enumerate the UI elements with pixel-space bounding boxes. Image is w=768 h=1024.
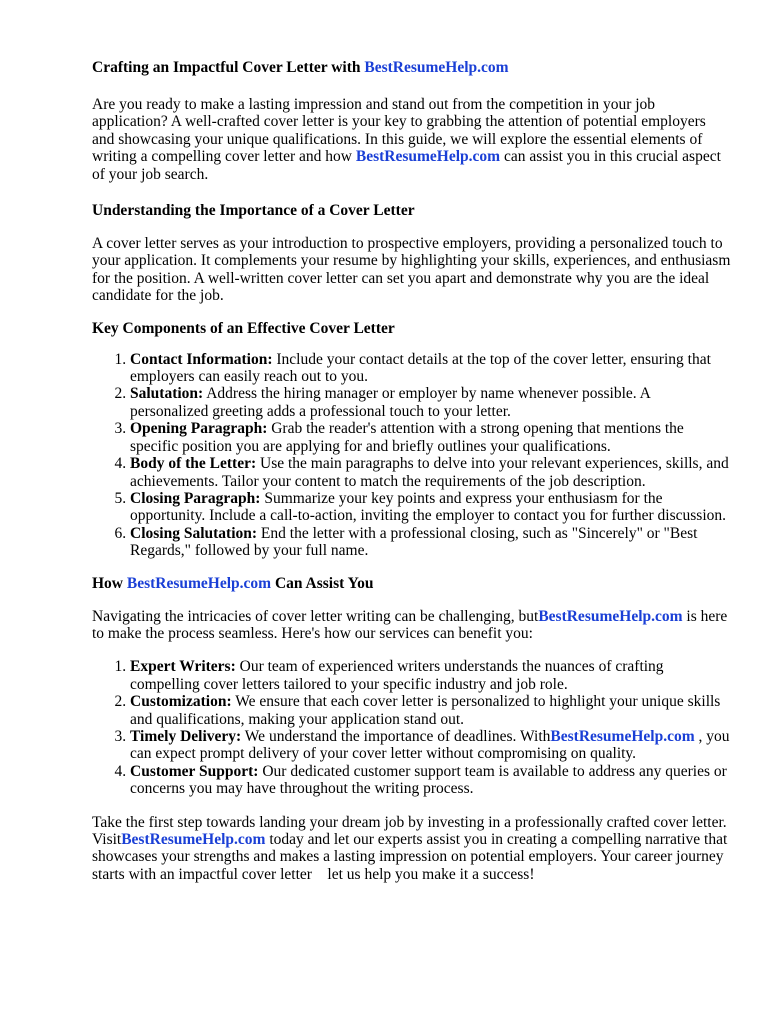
section-importance-body: A cover letter serves as your introduction to prospective employers, providing a personalized touch to your application. It complements your resume by highlighting your skills, experiences, and enthusiasm for the position. A well-written cover letter can set you apart and demonstrate why you are the ideal candidate for the job. bbox=[92, 235, 731, 305]
list-item bbox=[130, 728, 732, 763]
list-item-text-after: , you can expect prompt delivery of your cover letter without compromising on quality. bbox=[130, 727, 730, 763]
list-item-text: Our dedicated customer support team is available to address any queries or concerns you may have throughout the writing process. bbox=[130, 762, 727, 798]
closing-paragraph bbox=[92, 814, 732, 884]
list-item-text: We ensure that each cover letter is personalized to highlight your unique skills and qualifications, making your application stand out. bbox=[130, 693, 721, 728]
list-item-text: Include your contact details at the top of the cover letter, ensuring that employers can easily reach out to you. bbox=[130, 350, 711, 386]
list-item-term: Salutation: bbox=[130, 385, 204, 403]
list-item bbox=[130, 490, 732, 525]
list-item-term: Customer Support: bbox=[130, 762, 259, 780]
list-item bbox=[130, 455, 732, 490]
closing-link[interactable]: BestResumeHelp.com bbox=[121, 831, 266, 848]
assist-intro-text-2: is here to make the process seamless. Here's how our services can benefit you: bbox=[92, 607, 728, 642]
list-item-term: Customization: bbox=[130, 693, 232, 711]
intro-text-2: can assist you in this crucial aspect of your job search. bbox=[92, 148, 721, 183]
list-item-term: Timely Delivery: bbox=[130, 727, 242, 745]
section-assist-intro bbox=[92, 608, 732, 643]
list-item-term: Opening Paragraph: bbox=[130, 420, 268, 438]
list-item bbox=[130, 420, 732, 455]
list-item-term: Body of the Letter: bbox=[130, 455, 257, 473]
title-link[interactable]: BestResumeHelp.com bbox=[364, 59, 509, 76]
list-item bbox=[130, 693, 732, 728]
list-item-text: Grab the reader's attention with a strong opening that mentions the specific position you are applying for and briefly outlines your qualifications. bbox=[130, 420, 684, 455]
closing-text-2: today and let our experts assist you in creating a compelling narrative that showcases your strengths and makes a lasting impression on potential employers. Your career journey starts with an impactful cover letter let us help you make it a success! bbox=[92, 831, 732, 883]
list-item-text: Address the hiring manager or employer by name whenever possible. A personalized greeting adds a professional touch to your letter. bbox=[130, 385, 651, 420]
document-page bbox=[92, 58, 732, 883]
assist-heading-prefix: How bbox=[92, 574, 127, 592]
assist-intro-link[interactable]: BestResumeHelp.com bbox=[538, 607, 683, 625]
intro-text-1: Are you ready to make a lasting impression and stand out from the competition in your job application? A well-crafted cover letter is your key to grabbing the attention of potential employers and showcasing your unique qualifications. In this guide, we will explore the essential elements of writing a compelling cover letter and how bbox=[92, 96, 706, 166]
assist-heading-link[interactable]: BestResumeHelp.com bbox=[126, 574, 272, 592]
list-item-term: Closing Paragraph: bbox=[130, 489, 261, 507]
list-item-text: Our team of experienced writers understands the nuances of crafting compelling cover letters tailored to your specific industry and job role. bbox=[130, 658, 664, 693]
assist-intro-text-1: Navigating the intricacies of cover letter writing can be challenging, but bbox=[92, 607, 539, 625]
closing-text-1: Take the first step towards landing your dream job by investing in a professionally crafted cover letter. Visit bbox=[92, 813, 731, 848]
intro-link[interactable]: BestResumeHelp.com bbox=[355, 148, 501, 166]
document-title bbox=[92, 58, 732, 78]
section-components-heading: Key Components of an Effective Cover Letter bbox=[92, 319, 395, 337]
list-item-text: We understand the importance of deadlines. With bbox=[241, 727, 551, 745]
list-item-term: Closing Salutation: bbox=[130, 524, 258, 542]
components-list bbox=[92, 351, 732, 560]
list-item-term: Expert Writers: bbox=[130, 658, 236, 676]
assist-heading-suffix: Can Assist You bbox=[271, 574, 374, 592]
list-item-text: End the letter with a professional closing, such as "Sincerely" or "Best Regards," followed by your full name. bbox=[130, 524, 698, 560]
list-item bbox=[130, 385, 732, 420]
section-assist-heading bbox=[92, 574, 732, 594]
section-importance-heading: Understanding the Importance of a Cover Letter bbox=[92, 202, 415, 220]
list-item bbox=[130, 525, 732, 560]
title-text: Crafting an Impactful Cover Letter with bbox=[92, 59, 365, 76]
list-item bbox=[130, 763, 732, 798]
list-item bbox=[130, 351, 732, 386]
intro-paragraph bbox=[92, 96, 732, 183]
list-item-term: Contact Information: bbox=[130, 350, 273, 368]
services-list bbox=[92, 658, 732, 797]
list-item-link[interactable]: BestResumeHelp.com bbox=[550, 727, 695, 745]
list-item bbox=[130, 658, 732, 693]
list-item-text: Use the main paragraphs to delve into your relevant experiences, skills, and achievements. Tailor your content to match the requirements of the job description. bbox=[130, 455, 729, 490]
list-item-text: Summarize your key points and express your enthusiasm for the opportunity. Include a call-to-action, inviting the employer to contact you for further discussion. bbox=[130, 489, 727, 525]
